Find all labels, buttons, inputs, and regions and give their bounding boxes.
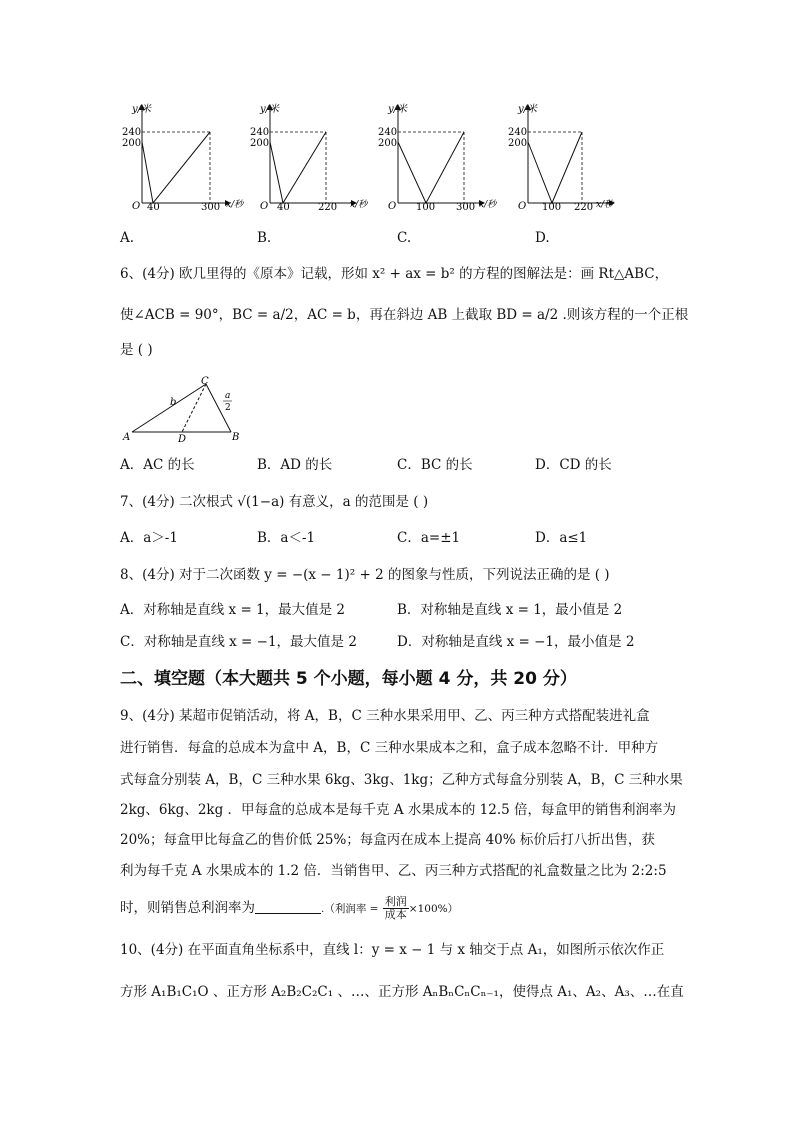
graph-c-ylabel: y/米 (388, 104, 408, 115)
q9-line-5: 20%；每盒甲比每盒乙的售价低 25%；每盒丙在成本上提高 40% 标价后打八折出售，获 (120, 832, 655, 848)
graph-a-xlabel: x/秒 (226, 200, 244, 210)
q10-line-1: 10、(4分) 在平面直角坐标系中，直线 l：y = x − 1 与 x 轴交于点 A₁，如图所示依次作正 (120, 942, 665, 958)
q9-formula-suffix: ×100%） (408, 903, 459, 915)
graph-a-xmax: 300 (201, 202, 221, 213)
q9-line-1: 9、(4分) 某超市促销活动，将 A，B，C 三种水果采用甲、乙、丙三种方式搭配装进礼盒 (120, 708, 650, 724)
graph-option-b: B. (257, 230, 272, 246)
q8-option-b: B．对称轴是直线 x = 1，最小值是 2 (397, 602, 623, 618)
q6-line-2: 使∠ACB = 90°，BC = a/2，AC = b，再在斜边 AB 上截取 BD = a/2 .则该方程的一个正根 (120, 307, 689, 323)
graph-d-xlabel: x/秒 (596, 200, 614, 210)
q6-fig-label-side-b: b (170, 397, 177, 408)
q9-line-7-prefix: 时，则销售总利润率为 (120, 900, 255, 916)
q9-line-6: 利为每千克 A 水果成本的 1.2 倍．当销售甲、乙、丙三种方式搭配的礼盒数量之比为 2:2:5 (120, 863, 667, 879)
graph-a-y2: 200 (122, 138, 142, 149)
graph-d-xmax: 220 (574, 202, 594, 213)
q7-option-b: B．a＜-1 (257, 530, 316, 546)
q10-line-2: 方形 A₁B₁C₁O 、正方形 A₂B₂C₂C₁ 、…、正方形 AₙBₙCₙCₙ₋₁，使得点 A₁、A₂、A₃、…在直 (120, 984, 684, 1000)
graph-d-y2: 200 (508, 138, 528, 149)
graph-b-xmax: 220 (318, 202, 338, 213)
q9-line-7 (120, 896, 458, 921)
q7-option-c: C．a=±1 (397, 530, 461, 546)
q9-answer-blank[interactable] (255, 899, 321, 914)
q8-text: 8、(4分) 对于二次函数 y = −(x − 1)² + 2 的图象与性质，下列说法正确的是 ( ) (120, 567, 610, 583)
q6-fig-label-c: C (201, 376, 209, 387)
graph-d-origin: O (518, 201, 527, 212)
q6-triangle-figure (118, 372, 248, 444)
q7-option-a: A．a＞-1 (120, 530, 178, 546)
graph-c-y1: 240 (378, 127, 398, 138)
graph-b-origin: O (260, 201, 269, 212)
q6-line-3: 是 ( ) (120, 342, 153, 358)
graph-a-origin: O (132, 201, 141, 212)
q9-formula-numerator: 利润 (384, 895, 407, 908)
graph-option-c: C. (397, 230, 412, 246)
q9-line-4: 2kg、6kg、2kg ．甲每盒的总成本是每千克 A 水果成本的 12.5 倍，每盒甲的销售利润率为 (120, 802, 676, 818)
graph-c-origin: O (388, 201, 397, 212)
q6-fig-label-side-2: 2 (225, 403, 231, 413)
q8-option-c: C．对称轴是直线 x = −1，最大值是 2 (120, 634, 357, 650)
graph-d (508, 103, 615, 213)
q6-option-b: B．AD 的长 (257, 457, 333, 473)
q6-option-c: C．BC 的长 (397, 457, 473, 473)
q8-option-d: D．对称轴是直线 x = −1，最小值是 2 (397, 634, 635, 650)
q6-option-d: D．CD 的长 (535, 457, 612, 473)
graph-a-ylabel: y/米 (132, 104, 152, 115)
graph-d-xmin: 100 (542, 202, 562, 213)
graph-c-xlabel: x/秒 (479, 200, 497, 210)
graph-a-xmin: 40 (147, 202, 160, 213)
q9-line-3: 式每盒分别装 A，B，C 三种水果 6kg、3kg、1kg；乙种方式每盒分别装 A，B，C 三种水果 (120, 772, 683, 788)
graph-b-xmin: 40 (277, 202, 290, 213)
q6-line-1: 6、(4分) 欧几里得的《原本》记载，形如 x² + ax = b² 的方程的图解法是：画 Rt△ABC， (120, 266, 669, 282)
q7-option-d: D．a≤1 (535, 530, 588, 546)
q6-fig-label-b: B (232, 432, 240, 443)
graph-b-y1: 240 (250, 127, 270, 138)
graph-c-xmin: 100 (416, 202, 436, 213)
graph-d-y1: 240 (508, 127, 528, 138)
graph-b-xlabel: x/秒 (350, 200, 368, 210)
q6-fig-label-side-a: a (225, 391, 231, 401)
q6-fig-label-d: D (178, 434, 187, 444)
q7-text: 7、(4分) 二次根式 √(1−a) 有意义，a 的范围是 ( ) (120, 494, 429, 510)
graph-c-y2: 200 (378, 138, 398, 149)
graph-b (250, 103, 369, 213)
q6-option-a: A．AC 的长 (120, 457, 195, 473)
q9-formula-fraction (383, 896, 409, 921)
graph-a-y1: 240 (122, 127, 142, 138)
graph-b-y2: 200 (250, 138, 270, 149)
graph-c-xmax: 300 (456, 202, 476, 213)
graph-options-figure (110, 95, 650, 225)
graph-option-a: A. (120, 230, 135, 246)
graph-option-d: D. (535, 230, 550, 246)
q9-formula-prefix: .（利润率 = (321, 903, 379, 915)
q9-formula-denominator: 成本 (384, 908, 407, 921)
graph-d-ylabel: y/米 (518, 104, 538, 115)
q8-option-a: A．对称轴是直线 x = 1，最大值是 2 (120, 602, 346, 618)
q6-fig-label-a: A (123, 432, 131, 443)
section-2-heading: 二、填空题（本大题共 5 个小题，每小题 4 分，共 20 分） (120, 669, 577, 689)
graph-c (378, 103, 498, 213)
q9-line-2: 进行销售．每盒的总成本为盒中 A，B，C 三种水果成本之和，盒子成本忽略不计．甲种方 (120, 740, 659, 756)
graph-b-ylabel: y/米 (260, 104, 280, 115)
graph-a (122, 103, 245, 213)
